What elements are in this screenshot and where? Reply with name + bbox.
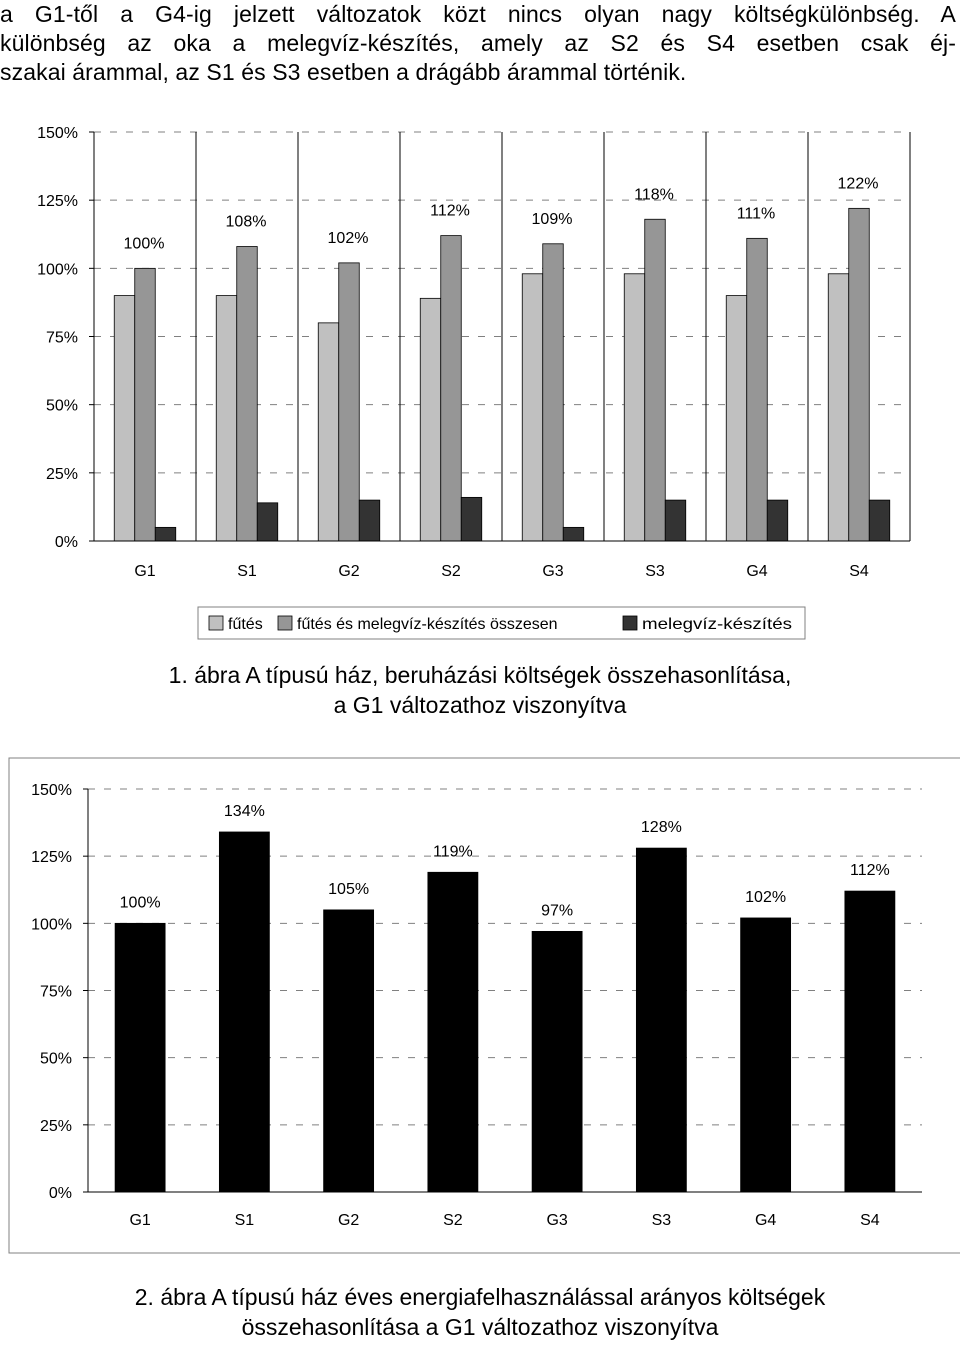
c2-x-tick-label: S1 [234, 1212, 255, 1229]
c2-x-tick-label: G1 [129, 1212, 151, 1229]
intro-paragraph [0, 0, 956, 87]
c2-data-label: 102% [745, 888, 787, 906]
c2-bar-g4-s0 [741, 918, 791, 1192]
c2-data-label: 105% [328, 880, 370, 898]
c2-x-tick-label: S3 [651, 1212, 672, 1229]
c2-y-tick-label: 25% [39, 1117, 72, 1135]
figure-1-caption [0, 660, 960, 720]
legend-swatch-total [278, 616, 292, 630]
chart1-legend [198, 607, 805, 639]
intro-line-2: különbség az oka a melegvíz-készítés, amely az S2 és S4 esetben csak éj- [0, 30, 956, 56]
c1-x-tick-label: G4 [746, 563, 768, 580]
intro-line-3: szakai árammal, az S1 és S3 esetben a drágább árammal történik. [0, 59, 687, 85]
c1-y-tick-label: 75% [45, 329, 78, 347]
c1-data-label: 108% [225, 213, 267, 231]
c1-y-tick-label: 125% [37, 193, 78, 211]
c1-data-label: 122% [837, 175, 879, 193]
c1-y-tick-label: 150% [37, 125, 78, 142]
c1-bar-s4-s2 [869, 500, 890, 541]
intro-line-1: a G1-től a G4-ig jelzett változatok közt nincs olyan nagy költségkülönbség. A [0, 1, 956, 27]
c1-bar-s2-s1 [441, 236, 462, 541]
c1-bar-g1-s0 [114, 296, 135, 541]
c2-x-tick-label: S2 [443, 1212, 463, 1229]
c1-data-label: 118% [634, 186, 674, 204]
c1-data-label: 112% [430, 202, 470, 220]
c2-data-label: 119% [433, 843, 473, 861]
c1-bar-g4-s0 [726, 296, 747, 541]
legend-label-heating: fűtés [228, 616, 263, 633]
chart-energy-costs [0, 757, 960, 1257]
c1-bar-g3-s1 [543, 244, 564, 541]
c2-y-tick-label: 0% [48, 1185, 72, 1202]
c1-bar-s4-s1 [849, 208, 870, 541]
c2-data-label: 100% [119, 894, 161, 912]
c1-x-tick-label: S3 [645, 563, 665, 580]
c1-x-tick-label: G2 [338, 563, 360, 580]
c1-bar-g2-s1 [339, 263, 360, 541]
c1-x-tick-label: G3 [542, 563, 564, 580]
c2-x-tick-label: G2 [337, 1212, 360, 1229]
chart-investment-costs [0, 98, 960, 653]
figure-2-caption-line-2: összehasonlítása a G1 változathoz viszonyítva [241, 1314, 719, 1340]
c1-data-label: 111% [736, 205, 776, 223]
figure-1-caption-line-1: 1. ábra A típusú ház, beruházási költségek összehasonlítása, [168, 662, 792, 688]
c1-data-label: 102% [327, 229, 369, 247]
c1-bar-s3-s2 [665, 500, 686, 541]
c1-bar-g3-s2 [563, 527, 584, 541]
c1-x-tick-label: S2 [441, 563, 461, 580]
c1-bar-g3-s0 [522, 274, 543, 541]
c1-bar-g4-s1 [747, 238, 768, 541]
c2-bar-s3-s0 [636, 848, 686, 1192]
legend-label-total: fűtés és melegvíz-készítés összesen [297, 616, 558, 633]
legend-label-hot-water: melegvíz-készítés [642, 616, 792, 633]
c2-y-tick-label: 50% [39, 1050, 72, 1068]
c2-bar-s1-s0 [219, 832, 269, 1192]
c1-bar-s3-s0 [624, 274, 645, 541]
figure-2-caption [0, 1282, 960, 1342]
c1-bar-s2-s0 [420, 298, 441, 541]
figure-1-caption-line-2: a G1 változathoz viszonyítva [333, 692, 627, 718]
c2-bar-s4-s0 [845, 891, 895, 1192]
c2-data-label: 128% [640, 819, 682, 837]
c2-x-tick-label: G3 [546, 1212, 568, 1229]
c1-y-tick-label: 0% [54, 534, 78, 551]
legend-swatch-heating [209, 616, 223, 630]
c2-data-label: 112% [850, 862, 890, 880]
c1-y-tick-label: 25% [45, 465, 78, 483]
c1-data-label: 100% [123, 235, 165, 253]
figure-2-caption-line-1: 2. ábra A típusú ház éves energiafelhasználással arányos költségek [134, 1284, 826, 1310]
c2-bar-g2-s0 [324, 910, 374, 1192]
c2-bar-g1-s0 [115, 923, 165, 1192]
c1-x-tick-label: S1 [237, 563, 257, 580]
c2-y-tick-label: 150% [31, 782, 72, 799]
c1-bar-s4-s0 [828, 274, 849, 541]
c2-bar-s2-s0 [428, 872, 478, 1192]
c2-x-tick-label: S4 [860, 1212, 880, 1229]
c2-x-tick-label: G4 [754, 1212, 777, 1229]
c2-bar-g3-s0 [532, 931, 582, 1192]
c1-bar-s1-s2 [257, 503, 278, 541]
c1-y-tick-label: 50% [45, 397, 78, 415]
c2-y-tick-label: 100% [31, 916, 72, 934]
c1-bar-s3-s1 [645, 219, 666, 541]
c2-y-tick-label: 125% [31, 849, 72, 867]
c1-bar-g4-s2 [767, 500, 788, 541]
c1-bar-s1-s1 [237, 247, 258, 541]
c1-x-tick-label: S4 [849, 563, 869, 580]
c1-data-label: 109% [531, 210, 573, 228]
c2-y-tick-label: 75% [39, 983, 72, 1001]
c1-bar-s1-s0 [216, 296, 237, 541]
legend-swatch-hot-water [623, 616, 637, 630]
c1-y-tick-label: 100% [37, 261, 78, 279]
c2-data-label: 97% [541, 902, 574, 920]
c1-bar-s2-s2 [461, 497, 482, 541]
c2-data-label: 134% [223, 802, 265, 820]
c1-bar-g1-s1 [135, 268, 156, 541]
c1-x-tick-label: G1 [134, 563, 156, 580]
c1-bar-g2-s2 [359, 500, 380, 541]
c1-bar-g1-s2 [155, 527, 176, 541]
c1-bar-g2-s0 [318, 323, 339, 541]
